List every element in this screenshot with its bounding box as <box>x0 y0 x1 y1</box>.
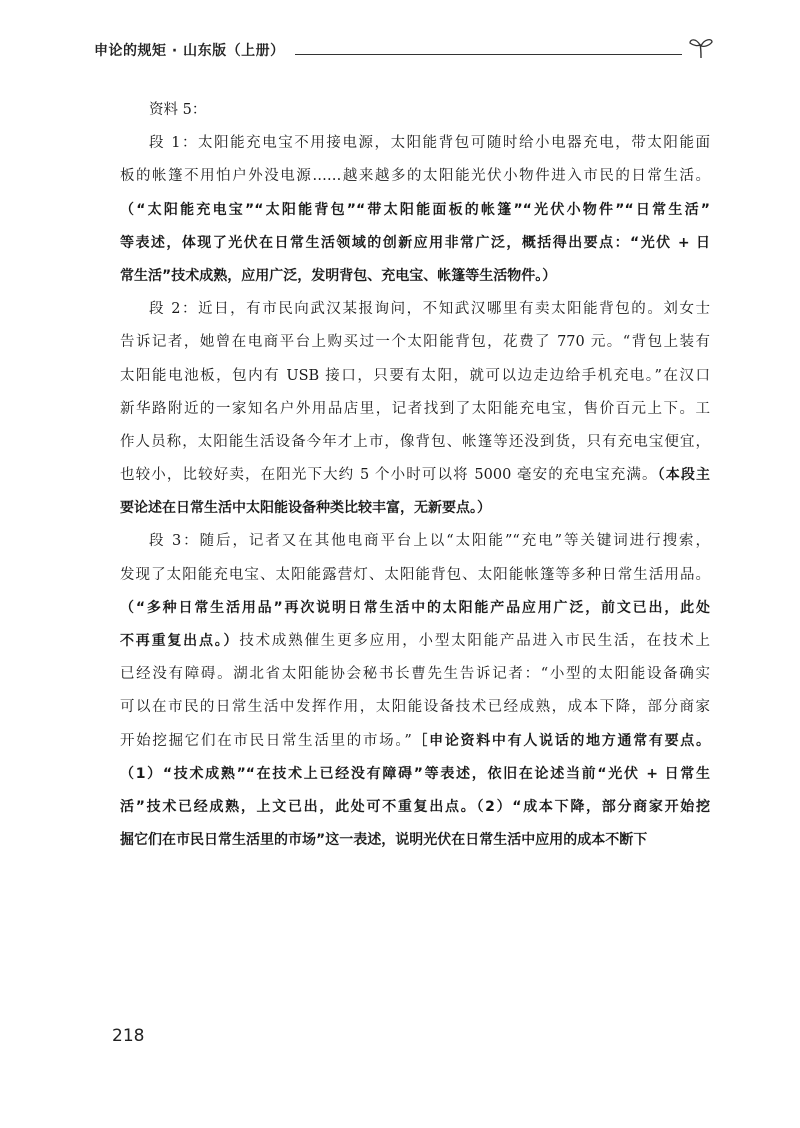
text-line <box>120 559 710 592</box>
page-number: 218 <box>112 1026 145 1046</box>
source-text: 发现了太阳能充电宝、太阳能露营灯、太阳能背包、太阳能帐篷等多种日常生活用品。 <box>120 566 710 583</box>
annotation-text: 要论述在日常生活中太阳能设备种类比较丰富，无新要点。） <box>120 500 491 517</box>
running-title: 申论的规矩 · 山东版（上册） <box>94 43 285 59</box>
source-text: 新华路附近的一家知名户外用品店里，记者找到了太阳能充电宝，售价百元上下。工 <box>120 400 710 417</box>
annotation-text: 活”技术已经成熟，上文已出，此处可不重复出点。（2）“成本下降，部分商家开始挖 <box>120 798 710 815</box>
source-text: 已经没有障碍。湖北省太阳能协会秘书长曹先生告诉记者：“小型的太阳能设备确实 <box>120 666 710 683</box>
text-line <box>120 426 710 459</box>
sprout-icon <box>688 34 714 60</box>
source-text: 段 1：太阳能充电宝不用接电源，太阳能背包可随时给小电器充电，带太阳能面 <box>149 135 710 152</box>
text-line <box>120 758 710 791</box>
source-text: 段 2：近日，有市民向武汉某报询问，不知武汉哪里有卖太阳能背包的。刘女士 <box>149 301 710 318</box>
text-line <box>120 227 710 260</box>
annotation-text: （1）“技术成熟”“在技术上已经没有障碍”等表述，依旧在论述当前“光伏 + 日常生 <box>120 765 710 782</box>
source-text: 板的帐篷不用怕户外没电源……越来越多的太阳能光伏小物件进入市民的日常生活。 <box>120 168 710 185</box>
body-text <box>120 94 710 857</box>
text-line <box>120 658 710 691</box>
annotation-text: （本段主 <box>657 467 710 484</box>
annotation-text: （“多种日常生活用品”再次说明日常生活中的太阳能产品应用广泛，前文已出，此处 <box>120 599 710 616</box>
annotation-text: 不再重复出点。） <box>120 633 240 649</box>
source-text: 也较小，比较好卖，在阳光下大约 5 个小时可以将 5000 毫安的充电宝充满。 <box>120 467 658 484</box>
source-text: 太阳能电池板，包内有 USB 接口，只要有太阳，就可以边走边给手机充电。”在汉口 <box>120 367 710 384</box>
text-line <box>120 326 710 359</box>
text-line <box>120 525 710 558</box>
annotation-text: （“太阳能充电宝”“太阳能背包”“带太阳能面板的帐篷”“光伏小物件”“日常生活” <box>120 201 710 218</box>
annotation-text: 常生活”技术成熟，应用广泛，发明背包、充电宝、帐篷等生活物件。） <box>120 267 557 284</box>
text-line <box>120 260 710 293</box>
text-line <box>120 691 710 724</box>
annotation-text: 掘它们在市民日常生活里的市场”这一表述，说明光伏在日常生活中应用的成本不断下 <box>120 832 648 849</box>
text-line <box>120 459 710 492</box>
text-line <box>120 725 710 758</box>
text-line <box>120 160 710 193</box>
text-line <box>120 625 710 658</box>
text-line <box>120 194 710 227</box>
text-line <box>120 393 710 426</box>
text-line <box>120 592 710 625</box>
material-heading: 资料 5： <box>149 102 207 118</box>
source-text: 开始挖掘它们在市民日常生活里的市场。” <box>120 732 412 749</box>
header-rule <box>295 54 682 55</box>
text-line <box>120 492 710 525</box>
source-text: 技术成熟催生更多应用，小型太阳能产品进入市民生活，在技术上 <box>239 633 710 649</box>
text-line <box>120 791 710 824</box>
text-line <box>120 293 710 326</box>
source-text: 段 3：随后，记者又在其他电商平台上以“太阳能”“充电”等关键词进行搜索， <box>149 533 710 550</box>
source-text: 告诉记者，她曾在电商平台上购买过一个太阳能背包，花费了 770 元。“背包上装有 <box>120 334 710 351</box>
text-line <box>120 127 710 160</box>
annotation-text: ［申论资料中有人说话的地方通常有要点。 <box>411 732 710 749</box>
source-text: 可以在市民的日常生活中发挥作用，太阳能设备技术已经成熟，成本下降，部分商家 <box>120 699 710 716</box>
text-line <box>120 360 710 393</box>
annotation-text: 等表述，体现了光伏在日常生活领域的创新应用非常广泛，概括得出要点：“光伏 + 日 <box>120 234 710 251</box>
source-text: 作人员称，太阳能生活设备今年才上市，像背包、帐篷等还没到货，只有充电宝便宜， <box>120 433 710 450</box>
text-line <box>120 824 710 857</box>
running-header <box>94 32 714 60</box>
